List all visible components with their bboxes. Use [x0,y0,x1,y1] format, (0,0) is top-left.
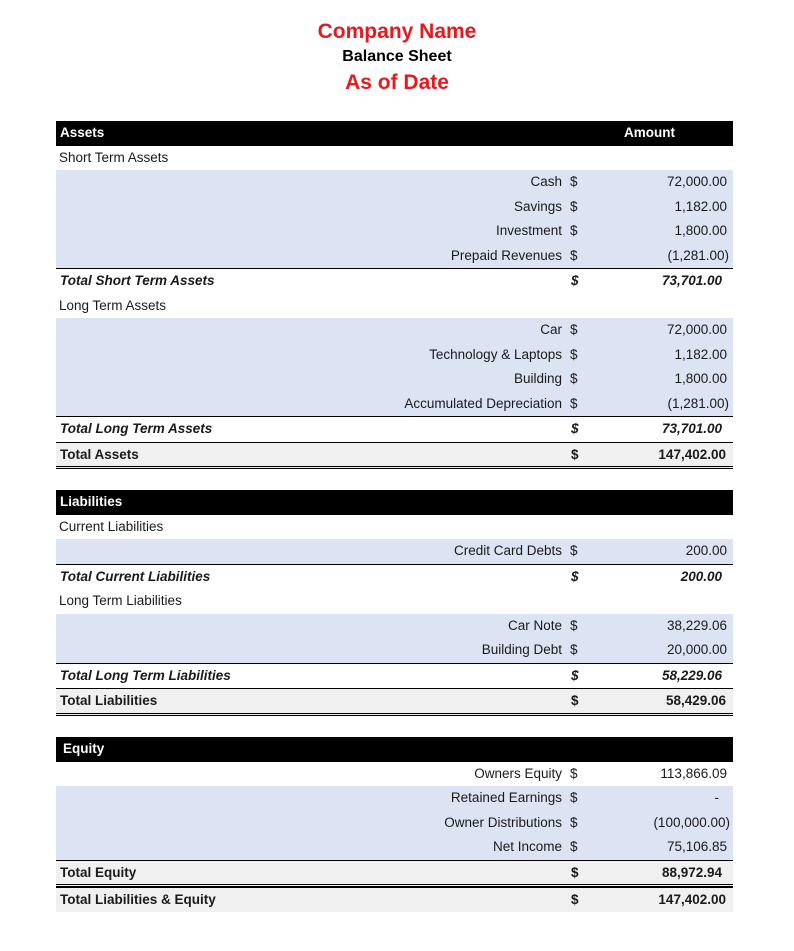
line-item-value: 20,000.00 [666,642,727,657]
line-item-row [56,170,733,195]
line-item-row [56,244,733,269]
line-item-label: Cash [530,174,562,189]
subtotal-value: 73,701.00 [661,273,722,288]
line-item-label: Car [540,322,562,337]
currency-symbol: $ [570,765,578,781]
amount-column-header: Amount [624,125,675,140]
subsection-title [56,146,733,171]
liabilities-section [56,490,733,716]
subsection-title [56,589,733,614]
subtotal-row [56,268,733,294]
line-item-value: 1,182.00 [674,198,727,214]
currency-symbol: $ [570,371,578,386]
currency-symbol: $ [571,693,579,708]
line-item-label: Owner Distributions [444,814,562,830]
currency-symbol: $ [570,642,578,657]
long-term-liabilities-title: Long Term Liabilities [59,593,182,608]
currency-symbol: $ [571,273,579,288]
line-item-label: Car Note [507,617,562,633]
grand-total-label: Total Liabilities & Equity [60,892,216,907]
currency-symbol: $ [570,617,578,633]
line-item-value: 200.00 [685,543,727,558]
subtotal-value: 73,701.00 [661,421,722,436]
report-date: As of Date [345,71,449,94]
currency-symbol: $ [571,446,579,462]
currency-symbol: $ [571,421,579,436]
line-item-value: 72,000.00 [666,322,727,337]
assets-section [56,121,733,469]
line-item-label: Credit Card Debts [453,543,562,558]
currency-symbol: $ [570,790,578,805]
line-item-label: Net Income [492,839,562,854]
line-item-value: 1,182.00 [674,346,727,362]
line-item-row [56,195,733,220]
line-item-row [56,786,733,811]
currency-symbol: $ [570,839,578,854]
report-title: Balance Sheet [342,48,452,65]
currency-symbol: $ [571,864,579,880]
subtotal-label: Total Current Liabilities [60,568,211,584]
line-item-value: 1,800.00 [674,371,727,386]
grand-total-label: Total Equity [60,864,137,880]
total-equity-row [56,860,733,888]
line-item-value: 75,106.85 [666,839,727,854]
grand-total-value: 147,402.00 [658,446,726,462]
grand-total-value: 58,429.06 [665,693,726,708]
subsection-title [56,515,733,540]
line-item-row [56,835,733,860]
grand-total-row [56,442,733,470]
total-liabilities-equity-row [56,887,733,912]
liabilities-header-bar [56,490,733,515]
liabilities-title: Liabilities [60,494,123,509]
short-term-assets-title: Short Term Assets [59,149,169,165]
subtotal-value: 200.00 [680,568,722,584]
currency-symbol: $ [571,568,579,584]
subtotal-label: Total Short Term Assets [60,273,215,288]
line-item-label: Building [513,371,562,386]
subsection-title [56,294,733,319]
line-item-row [56,638,733,663]
line-item-row [56,392,733,417]
line-item-row [56,539,733,564]
currency-symbol: $ [571,892,579,907]
equity-title: Equity [63,741,105,756]
line-item-value: - [714,790,719,805]
line-item-row [56,318,733,343]
line-item-value: 113,866.09 [660,765,727,781]
equity-section [56,737,733,912]
grand-total-value: 88,972.94 [661,864,722,880]
grand-total-value: 147,402.00 [658,892,726,907]
currency-symbol: $ [570,322,578,337]
grand-total-label: Total Liabilities [60,693,158,708]
line-item-value: 72,000.00 [666,174,727,189]
currency-symbol: $ [570,174,578,189]
subtotal-row [56,663,733,689]
line-item-value: (100,000.00) [653,814,730,830]
assets-header-bar [56,121,733,146]
line-item-label: Technology & Laptops [429,346,562,362]
current-liabilities-title: Current Liabilities [59,518,164,534]
line-item-label: Prepaid Revenues [450,247,562,263]
subtotal-row [56,564,733,590]
line-item-value: 38,229.06 [666,617,727,633]
line-item-row [56,762,733,787]
line-item-label: Accumulated Depreciation [404,395,562,411]
line-item-row [56,343,733,368]
currency-symbol: $ [570,346,578,362]
equity-header-bar [56,737,733,762]
currency-symbol: $ [570,814,578,830]
line-item-label: Building Debt [481,642,562,657]
currency-symbol: $ [570,543,578,558]
grand-total-label: Total Assets [60,446,139,462]
line-item-value: (1,281.00) [667,395,729,411]
subtotal-row [56,416,733,442]
line-item-label: Owners Equity [474,765,562,781]
line-item-label: Investment [495,223,562,238]
line-item-label: Retained Earnings [450,790,562,805]
currency-symbol: $ [570,247,578,263]
line-item-row [56,367,733,392]
company-name: Company Name [317,20,477,43]
line-item-row [56,614,733,639]
currency-symbol: $ [570,223,578,238]
long-term-assets-title: Long Term Assets [59,297,167,313]
currency-symbol: $ [571,667,579,683]
line-item-value: (1,281.00) [667,247,729,263]
subtotal-label: Total Long Term Liabilities [60,667,231,683]
line-item-value: 1,800.00 [674,223,727,238]
currency-symbol: $ [570,395,578,411]
currency-symbol: $ [570,198,578,214]
line-item-row [56,811,733,836]
grand-total-row [56,688,733,716]
line-item-row [56,219,733,244]
subtotal-label: Total Long Term Assets [60,421,213,436]
assets-title: Assets [60,125,105,140]
line-item-label: Savings [513,198,562,214]
subtotal-value: 58,229.06 [661,667,722,683]
